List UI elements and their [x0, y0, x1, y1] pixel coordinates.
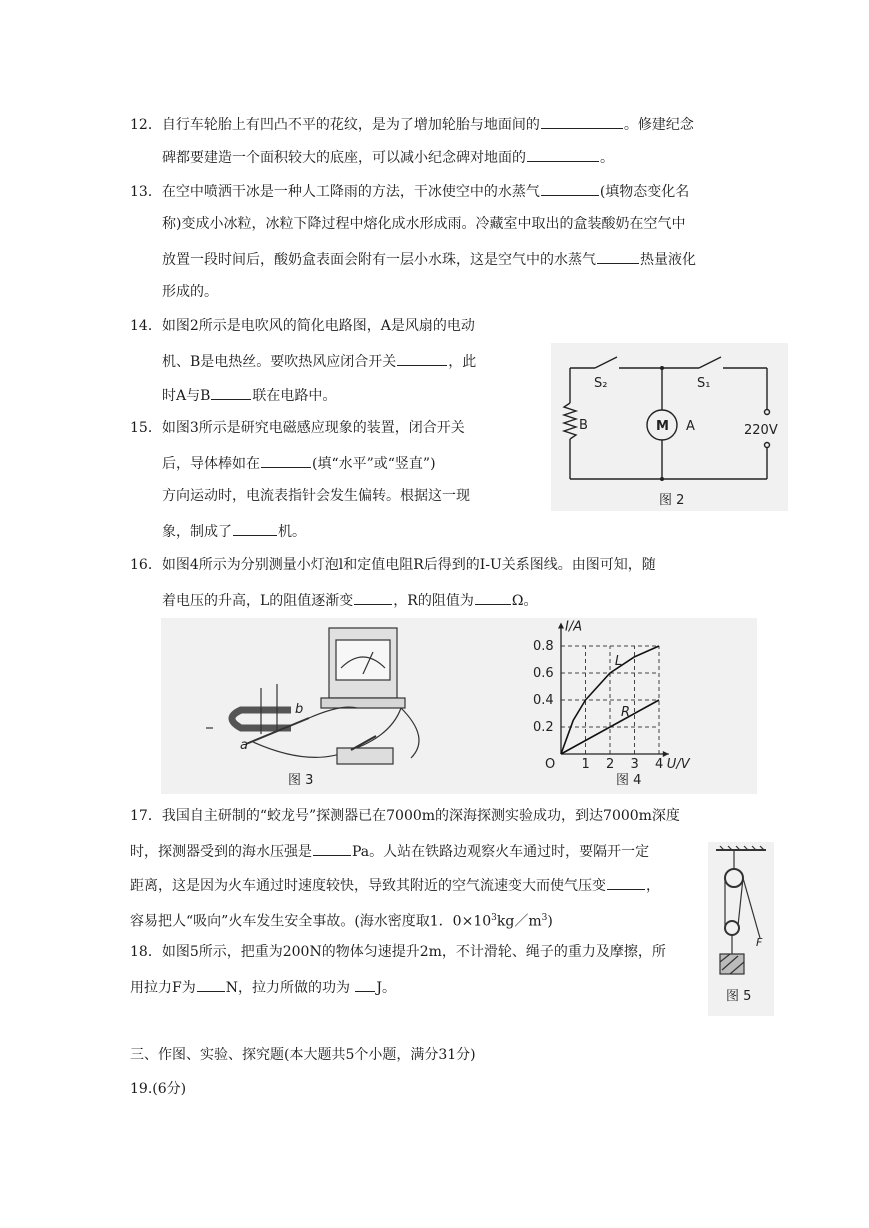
series-label-l: L — [614, 653, 623, 669]
answer-blank[interactable] — [527, 146, 599, 162]
y-tick-label: 0.8 — [533, 639, 554, 654]
figure-5-pulley — [708, 842, 774, 1016]
q19-heading: 19.(6分) — [130, 1081, 187, 1097]
x-tick-label: 4 — [655, 757, 664, 772]
q18-line2: 用拉力F为 N，拉力所做的功为 J。 — [130, 976, 396, 998]
answer-blank[interactable] — [597, 248, 639, 264]
section-3-heading: 三、作图、实验、探究题(本大题共5个小题，满分31分) — [130, 1047, 476, 1063]
q15-line1: 15．如图3所示是研究电磁感应现象的装置，闭合开关 — [130, 420, 465, 436]
y-tick-label: 0.4 — [533, 693, 554, 708]
figure-4-caption: 图 4 — [616, 773, 642, 788]
q16-line1: 16．如图4所示为分别测量小灯泡l和定值电阻R后得到的I-U关系图线。由图可知，随 — [130, 557, 656, 573]
rod-end-a-label: a — [240, 738, 248, 753]
q13-line3: 放置一段时间后，酸奶盒表面会附有一层小水珠，这是空气中的水蒸气 热量液化 — [162, 248, 696, 270]
q15-line2: 后，导体棒如在 (填“水平”或“竖直”) — [162, 452, 436, 474]
figure-4-chart — [533, 620, 691, 773]
y-tick-label: 0.6 — [533, 666, 554, 681]
q17-line2: 时，探测器受到的海水压强是 Pa。人站在铁路边观察火车通过时，要隔开一定 — [130, 840, 649, 862]
figure-3-apparatus — [206, 628, 419, 764]
switch-s1-label: S₁ — [697, 376, 711, 391]
q15-line4: 象，制成了 机。 — [162, 520, 306, 542]
q17-line1: 17．我国自主研制的“蛟龙号”探测器已在7000m的深海探测实验成功，到达7000m深度 — [130, 808, 680, 824]
answer-blank[interactable] — [211, 384, 251, 400]
heater-b-label: B — [579, 418, 588, 433]
q14-line1: 14．如图2所示是电吹风的简化电路图，A是风扇的电动 — [130, 318, 475, 334]
answer-blank[interactable] — [541, 180, 599, 196]
answer-blank[interactable] — [233, 520, 277, 536]
series-label-r: R — [621, 705, 631, 721]
origin-label: O — [545, 757, 556, 772]
motor-a-label: A — [686, 419, 695, 434]
answer-blank[interactable] — [541, 113, 623, 129]
q13-line4: 形成的。 — [162, 284, 218, 300]
q17-line3: 距离，这是因为火车通过时速度较快，导致其附近的空气流速变大而使气压变 ， — [130, 874, 660, 896]
figure-3-4-panel — [161, 618, 757, 794]
y-axis-arrow — [558, 623, 564, 629]
figure-5-caption: 图 5 — [726, 989, 752, 1004]
figure-2-circuit — [551, 343, 788, 511]
figure-2-caption: 图 2 — [659, 493, 685, 508]
x-tick-label: 3 — [630, 757, 639, 772]
q16-line2: 着电压的升高，L的阻值逐渐变 ，R的阻值为 Ω。 — [162, 589, 537, 611]
answer-blank[interactable] — [607, 874, 645, 890]
answer-blank[interactable] — [197, 976, 225, 992]
rod-end-b-label: b — [295, 702, 304, 717]
x-tick-label: 2 — [606, 757, 615, 772]
y-axis-unit: I/A — [565, 619, 583, 635]
q14-line2: 机、B是电热丝。要吹热风应闭合开关 ，此 — [162, 350, 476, 372]
motor-m-label: M — [656, 419, 669, 434]
q15-line3: 方向运动时，电流表指针会发生偏转。根据这一现 — [162, 488, 470, 504]
q17-line4: 容易把人“吸向”火车发生安全事故。(海水密度取1．$0\times 10^3kg/m^3$) — [130, 913, 553, 930]
x-axis-unit: U/V — [666, 757, 690, 772]
answer-blank[interactable] — [261, 452, 311, 468]
q18-line1: 18．如图5所示，把重为200N的物体匀速提升2m，不计滑轮、绳子的重力及摩擦，所 — [130, 944, 666, 960]
switch-s2-label: S₂ — [594, 376, 608, 391]
q13-line1: 13．在空中喷洒干冰是一种人工降雨的方法，干冰使空中的水蒸气 (填物态变化名 — [130, 180, 689, 202]
answer-blank[interactable] — [397, 350, 447, 366]
answer-blank[interactable] — [313, 840, 351, 856]
q13-line2: 称)变成小冰粒，冰粒下降过程中熔化成水形成雨。冷藏室中取出的盒装酸奶在空气中 — [162, 216, 686, 232]
figure-3-caption: 图 3 — [288, 773, 314, 788]
force-f-label: F — [756, 936, 763, 949]
answer-blank[interactable] — [354, 589, 392, 605]
x-tick-label: 1 — [581, 757, 590, 772]
q12-line1: 12．自行车轮胎上有凹凸不平的花纹，是为了增加轮胎与地面间的 。修建纪念 — [130, 113, 694, 135]
y-tick-label: 0.2 — [533, 720, 554, 735]
q12-line2: 碑都要建造一个面积较大的底座，可以减小纪念碑对地面的 。 — [162, 146, 614, 168]
q14-line3: 时A与B 联在电路中。 — [162, 384, 336, 406]
voltage-label: 220V — [744, 423, 778, 438]
answer-blank[interactable] — [355, 976, 375, 992]
answer-blank[interactable] — [475, 589, 511, 605]
